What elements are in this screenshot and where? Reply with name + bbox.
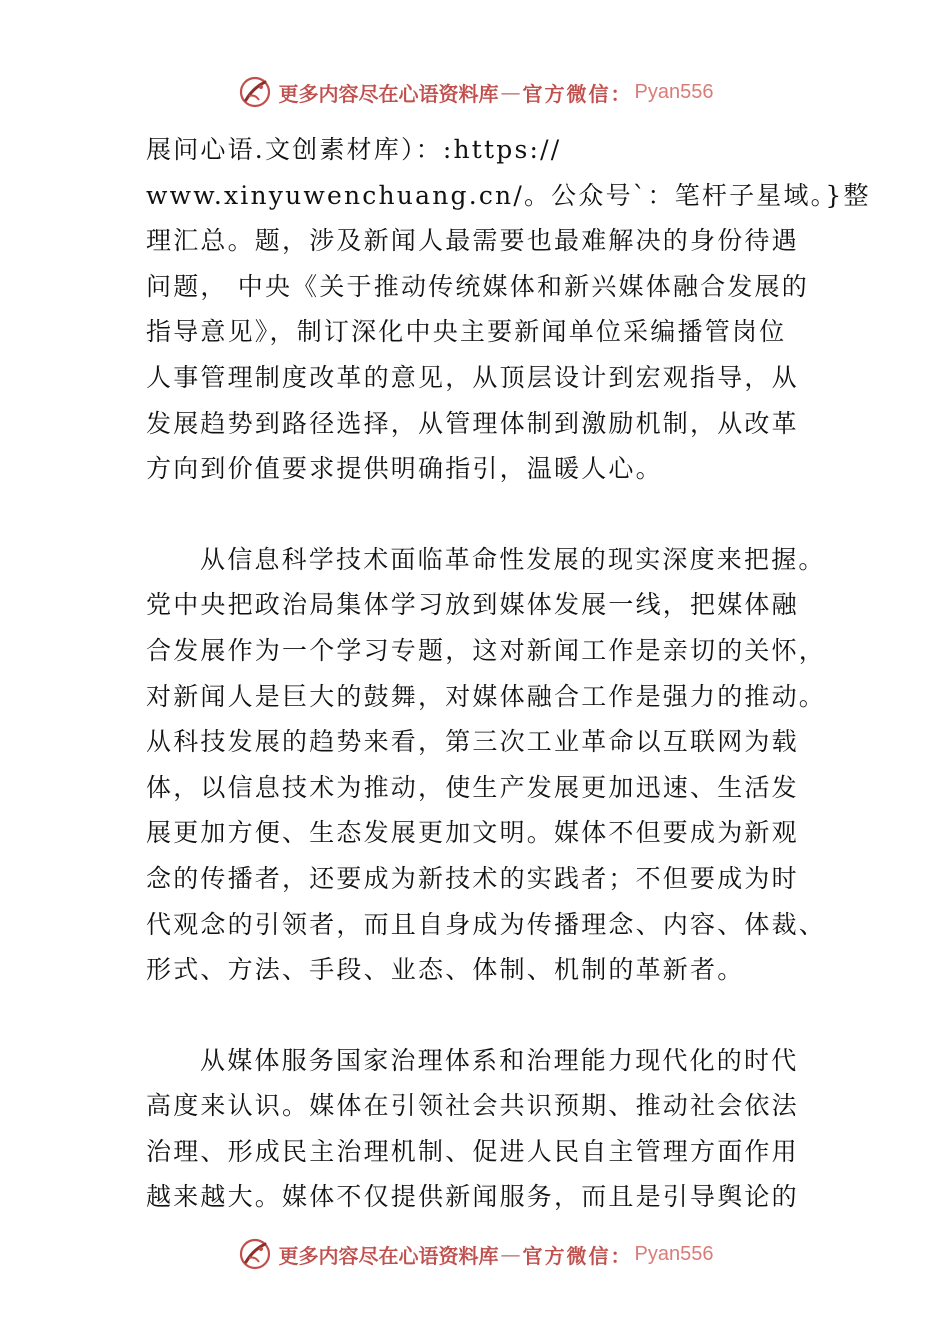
paragraph-2: [146, 537, 826, 993]
banner-wechat-label: 官方微信：: [522, 81, 633, 106]
text-line: 从科技发展的趋势来看，第三次工业革命以互联网为载: [146, 727, 799, 757]
body-text: [146, 127, 871, 1220]
text-line: 越来越大。媒体不仅提供新闻服务，而且是引导舆论的: [146, 1182, 799, 1212]
paragraph-spacer: [146, 993, 826, 1038]
text-line: 代观念的引领者，而且自身成为传播理念、内容、体裁、: [146, 909, 827, 939]
paragraph-1: [146, 127, 871, 492]
text-line: 从信息科学技术面临革命性发展的现实深度来把握。: [200, 544, 826, 574]
brush-logo-icon: [237, 1236, 273, 1272]
text-line: 方向到价值要求提供明确指引，温暖人心。: [146, 454, 663, 484]
text-line: 理汇总。题，涉及新闻人最需要也最难解决的身份待遇: [146, 226, 799, 256]
text-line: 指导意见》，制订深化中央主要新闻单位采编播管岗位: [146, 317, 787, 347]
text-line: 体，以信息技术为推动，使生产发展更加迅速、生活发: [146, 772, 799, 802]
paragraph-spacer: [146, 492, 826, 537]
text-line: 形式、方法、手段、业态、体制、机制的革新者。: [146, 955, 745, 985]
text-line: 展问心语.文创素材库）：:https://: [146, 135, 562, 164]
text-line: 问题， 中央《关于推动传统媒体和新兴媒体融合发展的: [146, 271, 809, 301]
banner-wechat-id: Pyan556: [634, 1242, 714, 1265]
banner-wechat-label: 官方微信：: [522, 1243, 633, 1268]
banner-dash: —: [500, 1242, 521, 1266]
text-line: 念的传播者，还要成为新技术的实践者；不但要成为时: [146, 863, 799, 893]
brush-logo-icon: [237, 74, 273, 110]
banner-slogan: 更多内容尽在心语资料库: [278, 81, 499, 106]
text-line: 展更加方便、生态发展更加文明。媒体不但要成为新观: [146, 818, 799, 848]
text-line: www.xinyuwenchuang.cn/。公众号`：笔杆子星域。}整: [146, 180, 871, 210]
text-line: 对新闻人是巨大的鼓舞，对媒体融合工作是强力的推动。: [146, 681, 827, 711]
banner-slogan: 更多内容尽在心语资料库: [278, 1243, 499, 1268]
text-line: 高度来认识。媒体在引领社会共识预期、推动社会依法: [146, 1091, 799, 1121]
footer-banner: [0, 1234, 950, 1274]
banner-wechat-id: Pyan556: [634, 80, 714, 103]
header-banner: [0, 72, 950, 112]
text-line: 治理、形成民主治理机制、促进人民自主管理方面作用: [146, 1136, 799, 1166]
banner-dash: —: [500, 80, 521, 104]
text-line: 人事管理制度改革的意见，从顶层设计到宏观指导，从: [146, 362, 799, 392]
text-line: 发展趋势到路径选择，从管理体制到激励机制，从改革: [146, 408, 799, 438]
text-line: 从媒体服务国家治理体系和治理能力现代化的时代: [200, 1045, 799, 1075]
text-line: 合发展作为一个学习专题，这对新闻工作是亲切的关怀，: [146, 635, 827, 665]
text-line: 党中央把政治局集体学习放到媒体发展一线，把媒体融: [146, 590, 799, 620]
paragraph-3: [146, 1038, 826, 1220]
